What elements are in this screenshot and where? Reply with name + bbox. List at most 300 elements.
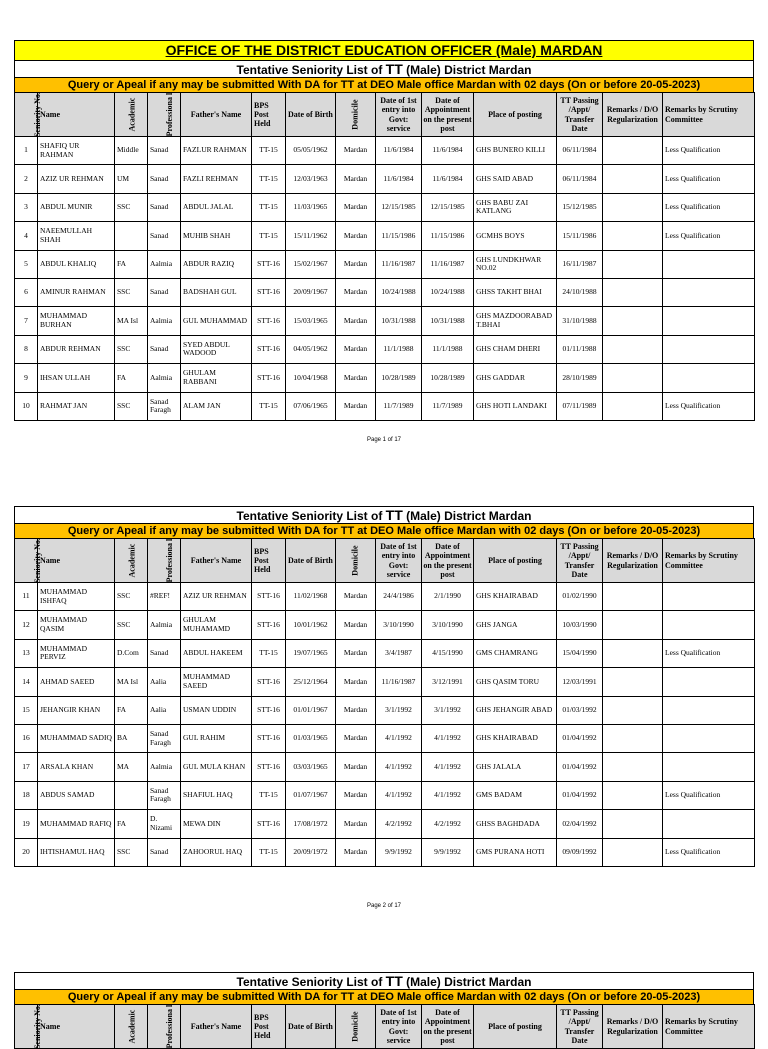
header-posting: Place of posting — [474, 93, 557, 137]
seniority-table — [14, 538, 755, 867]
header-appointment: Date of Appointment on the present post — [422, 93, 474, 137]
cell-domicile: Mardan — [336, 639, 376, 667]
cell-posting: GMS BADAM — [474, 781, 557, 809]
cell-tt-passing: 31/10/1988 — [557, 307, 603, 335]
cell-remarks — [603, 193, 663, 221]
cell-academic: BA — [115, 724, 148, 752]
cell-professional: Aalmia — [148, 611, 181, 639]
cell-first-entry: 3/1/1992 — [376, 696, 422, 724]
cell-father: FAZLUR RAHMAN — [181, 137, 252, 165]
cell-father: MUHAMMAD SAEED — [181, 668, 252, 696]
header-father: Father's Name — [181, 93, 252, 137]
cell-posting: GHS SAID ABAD — [474, 165, 557, 193]
header-dob: Date of Birth — [286, 93, 336, 137]
cell-seniority: 13 — [15, 639, 38, 667]
cell-remarks — [603, 611, 663, 639]
table-row — [15, 222, 755, 250]
cell-tt-passing: 15/04/1990 — [557, 639, 603, 667]
cell-posting: GHS CHAM DHERI — [474, 335, 557, 363]
cell-tt-passing: 01/02/1990 — [557, 583, 603, 611]
table-row — [15, 193, 755, 221]
header-seniority: Seniority No. — [15, 539, 38, 583]
cell-bps: STT-16 — [252, 250, 286, 278]
cell-appointment: 4/1/1992 — [422, 781, 474, 809]
cell-remarks — [603, 639, 663, 667]
cell-tt-passing: 07/11/1989 — [557, 392, 603, 420]
cell-seniority: 4 — [15, 222, 38, 250]
table-row — [15, 838, 755, 866]
cell-bps: TT-15 — [252, 222, 286, 250]
cell-bps: TT-15 — [252, 165, 286, 193]
cell-academic: SSC — [115, 583, 148, 611]
page-3 — [14, 972, 754, 1049]
page-1 — [14, 40, 754, 443]
cell-appointment: 10/31/1988 — [422, 307, 474, 335]
cell-tt-passing: 15/11/1986 — [557, 222, 603, 250]
cell-tt-passing: 28/10/1989 — [557, 364, 603, 392]
cell-professional: Sanad — [148, 193, 181, 221]
cell-domicile: Mardan — [336, 307, 376, 335]
cell-father: GUL RAHIM — [181, 724, 252, 752]
cell-tt-passing: 15/12/1985 — [557, 193, 603, 221]
cell-professional: Sanad — [148, 838, 181, 866]
cell-name: ABDUR REHMAN — [38, 335, 115, 363]
cell-domicile: Mardan — [336, 753, 376, 781]
cell-remarks — [603, 364, 663, 392]
cell-scrutiny: Less Qualification — [663, 137, 755, 165]
page-number: Page 1 of 17 — [366, 437, 402, 443]
cell-first-entry: 10/28/1989 — [376, 364, 422, 392]
header-father: Father's Name — [181, 1005, 252, 1049]
header-posting: Place of posting — [474, 539, 557, 583]
cell-father: ABDUL HAKEEM — [181, 639, 252, 667]
cell-scrutiny — [663, 810, 755, 838]
cell-appointment: 11/6/1984 — [422, 165, 474, 193]
header-bps: BPS Post Held — [252, 539, 286, 583]
cell-name: SHAFIQ UR RAHMAN — [38, 137, 115, 165]
cell-scrutiny: Less Qualification — [663, 392, 755, 420]
header-domicile: Domicile — [336, 93, 376, 137]
cell-remarks — [603, 781, 663, 809]
header-professional: Professiona l — [148, 93, 181, 137]
cell-first-entry: 4/1/1992 — [376, 781, 422, 809]
cell-seniority: 15 — [15, 696, 38, 724]
cell-first-entry: 11/15/1986 — [376, 222, 422, 250]
cell-academic: SSC — [115, 193, 148, 221]
cell-name: AHMAD SAEED — [38, 668, 115, 696]
header-tt-passing: TT Passing /Appt/ Transfer Date — [557, 93, 603, 137]
cell-first-entry: 10/24/1988 — [376, 278, 422, 306]
cell-dob: 11/02/1968 — [286, 583, 336, 611]
cell-remarks — [603, 392, 663, 420]
cell-bps: STT-16 — [252, 696, 286, 724]
cell-dob: 15/03/1965 — [286, 307, 336, 335]
office-title: OFFICE OF THE DISTRICT EDUCATION OFFICER (Male) MARDAN — [14, 40, 754, 60]
cell-remarks — [603, 838, 663, 866]
cell-appointment: 2/1/1990 — [422, 583, 474, 611]
table-row — [15, 165, 755, 193]
cell-academic: SSC — [115, 335, 148, 363]
cell-academic: FA — [115, 364, 148, 392]
header-remarks: Remarks / D/O Regularization — [603, 1005, 663, 1049]
cell-name: ABDUS SAMAD — [38, 781, 115, 809]
header-dob: Date of Birth — [286, 1005, 336, 1049]
cell-seniority: 7 — [15, 307, 38, 335]
cell-seniority: 5 — [15, 250, 38, 278]
cell-bps: TT-15 — [252, 781, 286, 809]
cell-academic: FA — [115, 250, 148, 278]
cell-tt-passing: 01/04/1992 — [557, 753, 603, 781]
cell-bps: STT-16 — [252, 364, 286, 392]
cell-name: AMINUR RAHMAN — [38, 278, 115, 306]
seniority-table — [14, 1004, 755, 1049]
cell-dob: 03/03/1965 — [286, 753, 336, 781]
cell-scrutiny — [663, 364, 755, 392]
header-academic: Academic — [115, 93, 148, 137]
table-row — [15, 668, 755, 696]
cell-first-entry: 4/1/1992 — [376, 753, 422, 781]
cell-father: ABDUR RAZIQ — [181, 250, 252, 278]
cell-posting: GHSS TAKHT BHAI — [474, 278, 557, 306]
header-academic: Academic — [115, 539, 148, 583]
header-first-entry: Date of 1st entry into Govt: service — [376, 1005, 422, 1049]
cell-first-entry: 11/6/1984 — [376, 165, 422, 193]
cell-father: ZAHOORUL HAQ — [181, 838, 252, 866]
cell-professional: Sanad — [148, 222, 181, 250]
cell-domicile: Mardan — [336, 392, 376, 420]
cell-tt-passing: 10/03/1990 — [557, 611, 603, 639]
cell-first-entry: 4/2/1992 — [376, 810, 422, 838]
cell-bps: STT-16 — [252, 335, 286, 363]
cell-professional: Aalmia — [148, 753, 181, 781]
cell-remarks — [603, 696, 663, 724]
header-father: Father's Name — [181, 539, 252, 583]
cell-dob: 15/02/1967 — [286, 250, 336, 278]
cell-name: AZIZ UR REHMAN — [38, 165, 115, 193]
cell-domicile: Mardan — [336, 364, 376, 392]
cell-name: ARSALA KHAN — [38, 753, 115, 781]
cell-professional: Sanad — [148, 278, 181, 306]
cell-scrutiny: Less Qualification — [663, 222, 755, 250]
cell-scrutiny — [663, 278, 755, 306]
cell-tt-passing: 02/04/1992 — [557, 810, 603, 838]
cell-bps: STT-16 — [252, 753, 286, 781]
cell-posting: GHS JANGA — [474, 611, 557, 639]
cell-posting: GHS BABU ZAI KATLANG — [474, 193, 557, 221]
cell-bps: STT-16 — [252, 307, 286, 335]
cell-posting: GHS GADDAR — [474, 364, 557, 392]
cell-dob: 12/03/1963 — [286, 165, 336, 193]
table-row — [15, 137, 755, 165]
cell-academic: SSC — [115, 278, 148, 306]
cell-appointment: 11/7/1989 — [422, 392, 474, 420]
cell-first-entry: 11/1/1988 — [376, 335, 422, 363]
cell-name: MUHAMMAD ISHFAQ — [38, 583, 115, 611]
header-bps: BPS Post Held — [252, 1005, 286, 1049]
header-academic: Academic — [115, 1005, 148, 1049]
cell-bps: TT-15 — [252, 137, 286, 165]
cell-dob: 01/03/1965 — [286, 724, 336, 752]
cell-posting: GCMHS BOYS — [474, 222, 557, 250]
cell-posting: GMS CHAMRANG — [474, 639, 557, 667]
header-tt-passing: TT Passing /Appt/ Transfer Date — [557, 1005, 603, 1049]
cell-father: AZIZ UR REHMAN — [181, 583, 252, 611]
cell-dob: 25/12/1964 — [286, 668, 336, 696]
header-domicile: Domicile — [336, 539, 376, 583]
header-name: Name — [38, 539, 115, 583]
cell-bps: STT-16 — [252, 810, 286, 838]
cell-dob: 20/09/1967 — [286, 278, 336, 306]
seniority-table — [14, 92, 755, 421]
cell-appointment: 3/12/1991 — [422, 668, 474, 696]
cell-seniority: 18 — [15, 781, 38, 809]
cell-dob: 04/05/1962 — [286, 335, 336, 363]
cell-name: JEHANGIR KHAN — [38, 696, 115, 724]
cell-domicile: Mardan — [336, 583, 376, 611]
table-row — [15, 696, 755, 724]
cell-scrutiny — [663, 724, 755, 752]
list-title: Tentative Seniority List of TT (Male) District Mardan — [14, 506, 754, 523]
cell-domicile: Mardan — [336, 724, 376, 752]
cell-seniority: 3 — [15, 193, 38, 221]
table-body — [15, 583, 755, 867]
cell-professional: D. Nizami — [148, 810, 181, 838]
cell-remarks — [603, 753, 663, 781]
cell-academic: FA — [115, 810, 148, 838]
query-notice: Query or Apeal if any may be submitted With DA for TT at DEO Male office Mardan with 02 days (On or before 20-05-2023) — [14, 989, 754, 1004]
table-header-row — [15, 93, 755, 137]
cell-father: USMAN UDDIN — [181, 696, 252, 724]
cell-seniority: 2 — [15, 165, 38, 193]
table-row — [15, 335, 755, 363]
cell-first-entry: 11/16/1987 — [376, 668, 422, 696]
table-row — [15, 781, 755, 809]
cell-father: GUL MULA KHAN — [181, 753, 252, 781]
cell-posting: GHS KHAIRABAD — [474, 583, 557, 611]
cell-first-entry: 10/31/1988 — [376, 307, 422, 335]
cell-scrutiny — [663, 250, 755, 278]
cell-tt-passing: 09/09/1992 — [557, 838, 603, 866]
cell-remarks — [603, 222, 663, 250]
cell-scrutiny: Less Qualification — [663, 838, 755, 866]
cell-tt-passing: 06/11/1984 — [557, 165, 603, 193]
cell-father: MEWA DIN — [181, 810, 252, 838]
table-body — [15, 137, 755, 421]
cell-scrutiny — [663, 753, 755, 781]
cell-appointment: 12/15/1985 — [422, 193, 474, 221]
cell-academic: SSC — [115, 838, 148, 866]
cell-posting: GHS JEHANGIR ABAD — [474, 696, 557, 724]
cell-scrutiny — [663, 335, 755, 363]
cell-tt-passing: 01/11/1988 — [557, 335, 603, 363]
cell-professional: #REF! — [148, 583, 181, 611]
cell-academic: FA — [115, 696, 148, 724]
cell-professional: Sanad — [148, 165, 181, 193]
cell-posting: GHS BUNERO KILLI — [474, 137, 557, 165]
header-appointment: Date of Appointment on the present post — [422, 1005, 474, 1049]
cell-seniority: 12 — [15, 611, 38, 639]
cell-seniority: 6 — [15, 278, 38, 306]
cell-academic — [115, 222, 148, 250]
cell-posting: GHS JALALA — [474, 753, 557, 781]
cell-professional: Sanad — [148, 335, 181, 363]
cell-remarks — [603, 335, 663, 363]
cell-appointment: 3/1/1992 — [422, 696, 474, 724]
cell-father: SHAFIUL HAQ — [181, 781, 252, 809]
cell-appointment: 11/16/1987 — [422, 250, 474, 278]
cell-remarks — [603, 724, 663, 752]
query-notice: Query or Apeal if any may be submitted With DA for TT at DEO Male office Mardan with 02 days (On or before 20-05-2023) — [14, 77, 754, 92]
cell-domicile: Mardan — [336, 193, 376, 221]
cell-father: SYED ABDUL WADOOD — [181, 335, 252, 363]
table-row — [15, 364, 755, 392]
cell-posting: GHS KHAIRABAD — [474, 724, 557, 752]
table-row — [15, 639, 755, 667]
cell-first-entry: 24/4/1986 — [376, 583, 422, 611]
header-first-entry: Date of 1st entry into Govt: service — [376, 539, 422, 583]
cell-appointment: 10/28/1989 — [422, 364, 474, 392]
cell-father: FAZLI REHMAN — [181, 165, 252, 193]
list-title: Tentative Seniority List of TT (Male) District Mardan — [14, 972, 754, 989]
cell-academic: Middle — [115, 137, 148, 165]
cell-scrutiny — [663, 307, 755, 335]
cell-dob: 01/07/1967 — [286, 781, 336, 809]
cell-dob: 17/08/1972 — [286, 810, 336, 838]
cell-domicile: Mardan — [336, 335, 376, 363]
cell-dob: 07/06/1965 — [286, 392, 336, 420]
cell-first-entry: 4/1/1992 — [376, 724, 422, 752]
cell-appointment: 9/9/1992 — [422, 838, 474, 866]
cell-posting: GMS PURANA HOTI — [474, 838, 557, 866]
cell-domicile: Mardan — [336, 137, 376, 165]
cell-remarks — [603, 137, 663, 165]
cell-scrutiny: Less Qualification — [663, 165, 755, 193]
table-row — [15, 810, 755, 838]
table-header-row — [15, 539, 755, 583]
cell-tt-passing: 01/04/1992 — [557, 781, 603, 809]
cell-name: MUHAMMAD QASIM — [38, 611, 115, 639]
cell-seniority: 19 — [15, 810, 38, 838]
cell-father: GHULAM RABBANI — [181, 364, 252, 392]
cell-dob: 01/01/1967 — [286, 696, 336, 724]
cell-scrutiny — [663, 668, 755, 696]
header-domicile: Domicile — [336, 1005, 376, 1049]
cell-appointment: 4/1/1992 — [422, 753, 474, 781]
cell-dob: 15/11/1962 — [286, 222, 336, 250]
cell-father: BADSHAH GUL — [181, 278, 252, 306]
header-appointment: Date of Appointment on the present post — [422, 539, 474, 583]
cell-professional: Aalmia — [148, 307, 181, 335]
header-first-entry: Date of 1st entry into Govt: service — [376, 93, 422, 137]
header-dob: Date of Birth — [286, 539, 336, 583]
cell-remarks — [603, 278, 663, 306]
table-row — [15, 250, 755, 278]
cell-posting: GHS MAZDOORABAD T.BHAI — [474, 307, 557, 335]
cell-name: RAHMAT JAN — [38, 392, 115, 420]
cell-domicile: Mardan — [336, 222, 376, 250]
cell-bps: STT-16 — [252, 724, 286, 752]
cell-appointment: 4/15/1990 — [422, 639, 474, 667]
header-scrutiny: Remarks by Scrutiny Committee — [663, 93, 755, 137]
cell-first-entry: 11/16/1987 — [376, 250, 422, 278]
cell-posting: GHS LUNDKHWAR NO.02 — [474, 250, 557, 278]
cell-dob: 19/07/1965 — [286, 639, 336, 667]
cell-first-entry: 11/7/1989 — [376, 392, 422, 420]
cell-name: MUHAMMAD PERVIZ — [38, 639, 115, 667]
cell-domicile: Mardan — [336, 781, 376, 809]
cell-academic: MA Isl — [115, 307, 148, 335]
cell-name: ABDUL MUNIR — [38, 193, 115, 221]
cell-dob: 10/01/1962 — [286, 611, 336, 639]
cell-domicile: Mardan — [336, 668, 376, 696]
cell-name: MUHAMMAD SADIQ — [38, 724, 115, 752]
cell-scrutiny: Less Qualification — [663, 781, 755, 809]
cell-academic: MA — [115, 753, 148, 781]
cell-bps: STT-16 — [252, 583, 286, 611]
cell-name: MUHAMMAD BURHAN — [38, 307, 115, 335]
cell-bps: TT-15 — [252, 392, 286, 420]
cell-seniority: 11 — [15, 583, 38, 611]
cell-academic: D.Com — [115, 639, 148, 667]
header-professional: Professiona l — [148, 539, 181, 583]
cell-appointment: 3/10/1990 — [422, 611, 474, 639]
header-posting: Place of posting — [474, 1005, 557, 1049]
header-seniority: Seniority No. — [15, 1005, 38, 1049]
header-name: Name — [38, 1005, 115, 1049]
cell-bps: STT-16 — [252, 611, 286, 639]
cell-scrutiny — [663, 696, 755, 724]
cell-professional: Sanad — [148, 137, 181, 165]
cell-first-entry: 9/9/1992 — [376, 838, 422, 866]
cell-scrutiny: Less Qualification — [663, 639, 755, 667]
cell-tt-passing: 06/11/1984 — [557, 137, 603, 165]
cell-scrutiny: Less Qualification — [663, 193, 755, 221]
table-header-row — [15, 1005, 755, 1049]
header-seniority: Seniority No. — [15, 93, 38, 137]
cell-first-entry: 3/10/1990 — [376, 611, 422, 639]
cell-tt-passing: 01/03/1992 — [557, 696, 603, 724]
table-row — [15, 278, 755, 306]
cell-remarks — [603, 307, 663, 335]
cell-father: GHULAM MUHAMAMD — [181, 611, 252, 639]
cell-domicile: Mardan — [336, 696, 376, 724]
list-title: Tentative Seniority List of TT (Male) District Mardan — [14, 60, 754, 77]
cell-professional: Aalmia — [148, 364, 181, 392]
cell-seniority: 9 — [15, 364, 38, 392]
cell-academic: SSC — [115, 611, 148, 639]
cell-name: ABDUL KHALIQ — [38, 250, 115, 278]
header-scrutiny: Remarks by Scrutiny Committee — [663, 1005, 755, 1049]
header-professional: Professiona l — [148, 1005, 181, 1049]
cell-appointment: 10/24/1988 — [422, 278, 474, 306]
cell-father: ALAM JAN — [181, 392, 252, 420]
header-remarks: Remarks / D/O Regularization — [603, 93, 663, 137]
cell-father: GUL MUHAMMAD — [181, 307, 252, 335]
table-row — [15, 724, 755, 752]
cell-remarks — [603, 583, 663, 611]
cell-professional: Aalmia — [148, 250, 181, 278]
cell-professional: Sanad Faragh — [148, 392, 181, 420]
cell-name: IHSAN ULLAH — [38, 364, 115, 392]
cell-dob: 05/05/1962 — [286, 137, 336, 165]
header-bps: BPS Post Held — [252, 93, 286, 137]
cell-remarks — [603, 810, 663, 838]
cell-father: MUHIB SHAH — [181, 222, 252, 250]
table-row — [15, 753, 755, 781]
cell-bps: TT-15 — [252, 193, 286, 221]
cell-seniority: 1 — [15, 137, 38, 165]
header-tt-passing: TT Passing /Appt/ Transfer Date — [557, 539, 603, 583]
